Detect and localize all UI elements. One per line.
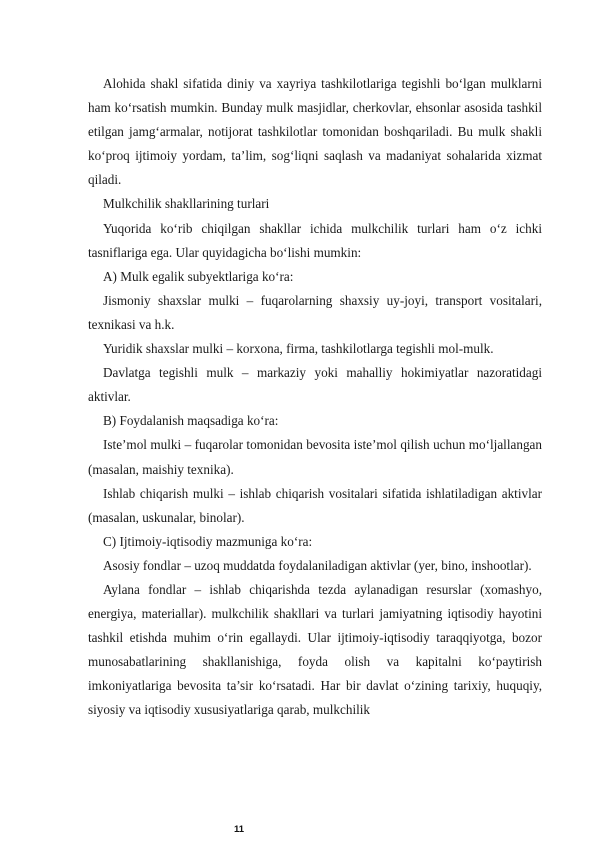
section-heading-ownership-types: Mulkchilik shakllarining turlari: [103, 196, 270, 212]
paragraph-religious-property: Alohida shakl sifatida diniy va xayriya tashkilotlariga tegishli bo‘lgan mulklarni ham ko‘rsatish mumkin. Bunday mulk masjidlar, cherkovlar, ehsonlar asosida tashkil etilgan jamg‘armalar, notijorat tashkilotlar tomonidan boshqariladi. Bu mulk shakli ko‘proq ijtimoiy yordam, ta’lim, sog‘liqni saqlash va madaniyat sohalarida xizmat qiladi.: [88, 76, 542, 188]
list-heading-a: A) Mulk egalik subyektlariga ko‘ra:: [103, 268, 294, 284]
page-number: 11: [233, 824, 245, 835]
list-heading-b: B) Foydalanish maqsadiga ko‘ra:: [103, 413, 279, 429]
document-body: [88, 72, 542, 723]
list-item-consumer-property: Iste’mol mulki – fuqarolar tomonidan bevosita iste’mol qilish uchun mo‘ljallangan (masalan, maishiy texnika).: [88, 437, 542, 477]
list-item-state-property: Davlatga tegishli mulk – markaziy yoki mahalliy hokimiyatlar nazoratidagi aktivlar.: [88, 365, 542, 405]
list-item-fixed-assets: Asosiy fondlar – uzoq muddatda foydalaniladigan aktivlar (yer, bino, inshootlar).: [103, 557, 532, 573]
list-item-working-capital: Aylana fondlar – ishlab chiqarishda tezda aylanadigan resurslar (xomashyo, energiya, materiallar). mulkchilik shakllari va turlari jamiyatning iqtisodiy hayotini tashkil etishda muhim o‘rin egallaydi. Ular ijtimoiy-iqtisodiy taraqqiyotga, bozor munosabatlarining shakllanishiga, foyda olish va kapitalni ko‘paytirish imkoniyatlariga bevosita ta’sir ko‘rsatadi. Har bir davlat o‘zining tarixiy, huquqiy, siyosiy va iqtisodiy xususiyatlariga qarab, mulkchilik: [88, 581, 542, 718]
list-heading-c: C) Ijtimoiy-iqtisodiy mazmuniga ko‘ra:: [103, 533, 313, 549]
list-item-production-property: Ishlab chiqarish mulki – ishlab chiqarish vositalari sifatida ishlatiladigan aktivlar (masalan, uskunalar, binolar).: [88, 485, 542, 525]
list-item-individual-property: Jismoniy shaxslar mulki – fuqarolarning shaxsiy uy-joyi, transport vositalari, texnikasi va h.k.: [88, 292, 542, 332]
list-item-legal-entity-property: Yuridik shaxslar mulki – korxona, firma, tashkilotlarga tegishli mol-mulk.: [103, 341, 494, 357]
paragraph-classification-intro: Yuqorida ko‘rib chiqilgan shakllar ichida mulkchilik turlari ham o‘z ichki tasniflariga ega. Ular quyidagicha bo‘lishi mumkin:: [88, 220, 542, 260]
